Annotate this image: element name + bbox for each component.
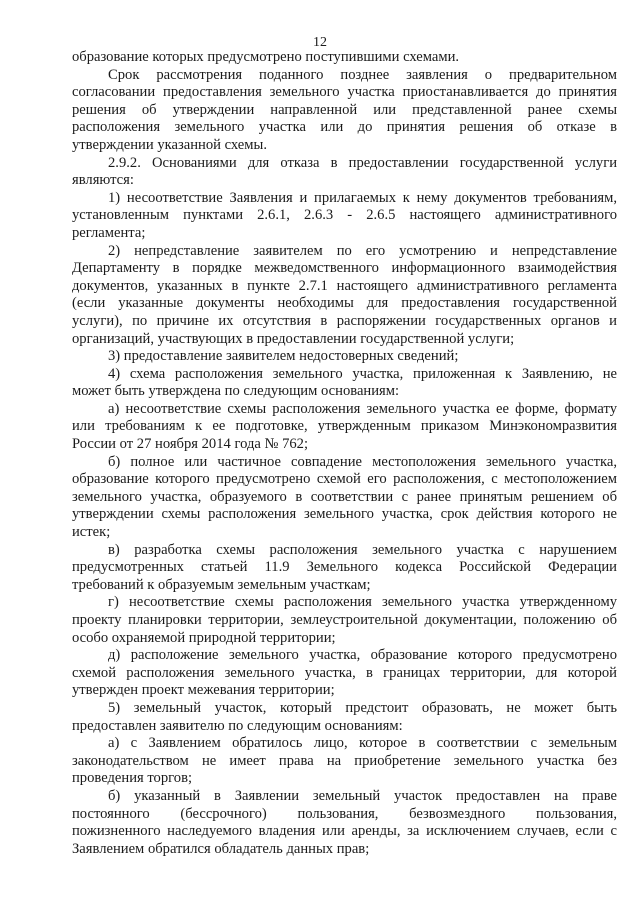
text-line: законодательством не имеет права на приобретение земельного участка без	[72, 752, 617, 769]
text-line: а) несоответствие схемы расположения земельного участка ее форме, формату	[108, 400, 617, 417]
text-line: или требованиям к ее подготовке, утвержденным приказом Минэкономразвития	[72, 418, 617, 435]
paragraph	[72, 788, 617, 858]
text-line: а) с Заявлением обратилось лицо, которое в соответствии с земельным	[108, 735, 617, 752]
text-line: образование которого предусмотрено схемой его расположения, с местоположением	[72, 471, 617, 488]
paragraph	[72, 49, 617, 67]
text-line: расположения земельного участка или до принятия решения об отказе в	[72, 119, 617, 136]
paragraph	[72, 190, 617, 243]
paragraph	[72, 454, 617, 542]
text-line: 3) предоставление заявителем недостоверных сведений;	[108, 348, 459, 365]
paragraph	[72, 647, 617, 700]
text-line: услуги), по причине их отсутствия в распоряжении государственных органов и	[72, 312, 617, 329]
text-line: регламента;	[72, 224, 146, 241]
paragraph	[72, 243, 617, 349]
text-line: России от 27 ноября 2014 года № 762;	[72, 436, 309, 453]
paragraph	[72, 155, 617, 190]
text-line: согласовании предоставления земельного участка приостанавливается до принятия	[72, 84, 617, 101]
paragraph	[72, 594, 617, 647]
paragraph	[72, 401, 617, 454]
text-line: 1) несоответствие Заявления и прилагаемых к нему документов требованиям,	[108, 189, 617, 206]
text-line: 4) схема расположения земельного участка, приложенная к Заявлению, не	[108, 365, 617, 382]
paragraph	[72, 366, 617, 401]
text-line: постоянного (бессрочного) пользования, безвозмездного пользования,	[72, 805, 617, 822]
text-line: предусмотренных статьей 11.9 Земельного кодекса Российской Федерации	[72, 559, 617, 576]
text-line: Срок рассмотрения поданного позднее заявления о предварительном	[108, 66, 617, 83]
text-line: может быть утверждена по следующим основаниям:	[72, 383, 400, 400]
text-line: проекту планировки территории, землеустроительной документации, положению об	[72, 612, 617, 628]
text-line: Департаменту в порядке межведомственного информационного взаимодействия	[72, 260, 617, 277]
text-line: утверждении схемы расположения земельного участка, срок действия которого не	[72, 506, 617, 523]
text-line: б) полное или частичное совпадение местоположения земельного участка,	[108, 453, 617, 470]
text-line: утвержден проект межевания территории;	[72, 682, 335, 699]
text-line: пожизненного наследуемого владения или аренды, за исключением случаев, если с	[72, 823, 617, 840]
text-line: документов, указанных в пункте 2.7.1 настоящего административного регламента	[72, 277, 617, 294]
text-line: утверждении указанной схемы.	[72, 136, 267, 153]
text-line: в) разработка схемы расположения земельного участка с нарушением	[108, 541, 617, 558]
text-line: 2) непредставление заявителем по его усмотрению и непредставление	[108, 242, 617, 259]
document-body	[72, 49, 617, 858]
text-line: организаций, участвующих в предоставлении государственной услуги;	[72, 330, 515, 347]
paragraph	[72, 542, 617, 595]
text-line: образование которых предусмотрено поступившими схемами.	[72, 49, 460, 65]
paragraph	[72, 735, 617, 788]
text-line: 5) земельный участок, который предстоит образовать, не может быть	[108, 699, 617, 716]
text-line: установленным пунктами 2.6.1, 2.6.3 - 2.6.5 настоящего административного	[72, 207, 617, 224]
text-line: б) указанный в Заявлении земельный участок предоставлен на праве	[108, 787, 617, 804]
text-line: решения об утверждении направленной или представленной ранее схемы	[72, 101, 617, 118]
text-line: д) расположение земельного участка, образование которого предусмотрено	[108, 647, 617, 664]
text-line: истек;	[72, 524, 111, 541]
text-line: схемой расположения земельного участка, в границах территории, для которой	[72, 664, 617, 681]
text-line: требований к образуемым земельным участкам;	[72, 576, 371, 593]
text-line: Заявлением обратился обладатель данных прав;	[72, 840, 370, 857]
paragraph	[72, 700, 617, 735]
text-line: особо охраняемой природной территории;	[72, 629, 336, 646]
text-line: являются:	[72, 172, 134, 189]
text-line: предоставлен заявителю по следующим основаниям:	[72, 717, 403, 734]
text-line: г) несоответствие схемы расположения земельного участка утвержденному	[108, 594, 617, 611]
text-line: (если указанные документы необходимы для предоставления государственной	[72, 295, 617, 312]
paragraph	[72, 67, 617, 155]
text-line: 2.9.2. Основаниями для отказа в предоставлении государственной услуги	[108, 154, 617, 171]
page-number: 12	[313, 35, 327, 50]
text-line: земельного участка, образуемого в соответствии с ранее принятым решением об	[72, 488, 617, 505]
paragraph	[72, 348, 617, 366]
text-line: проведения торгов;	[72, 770, 193, 787]
